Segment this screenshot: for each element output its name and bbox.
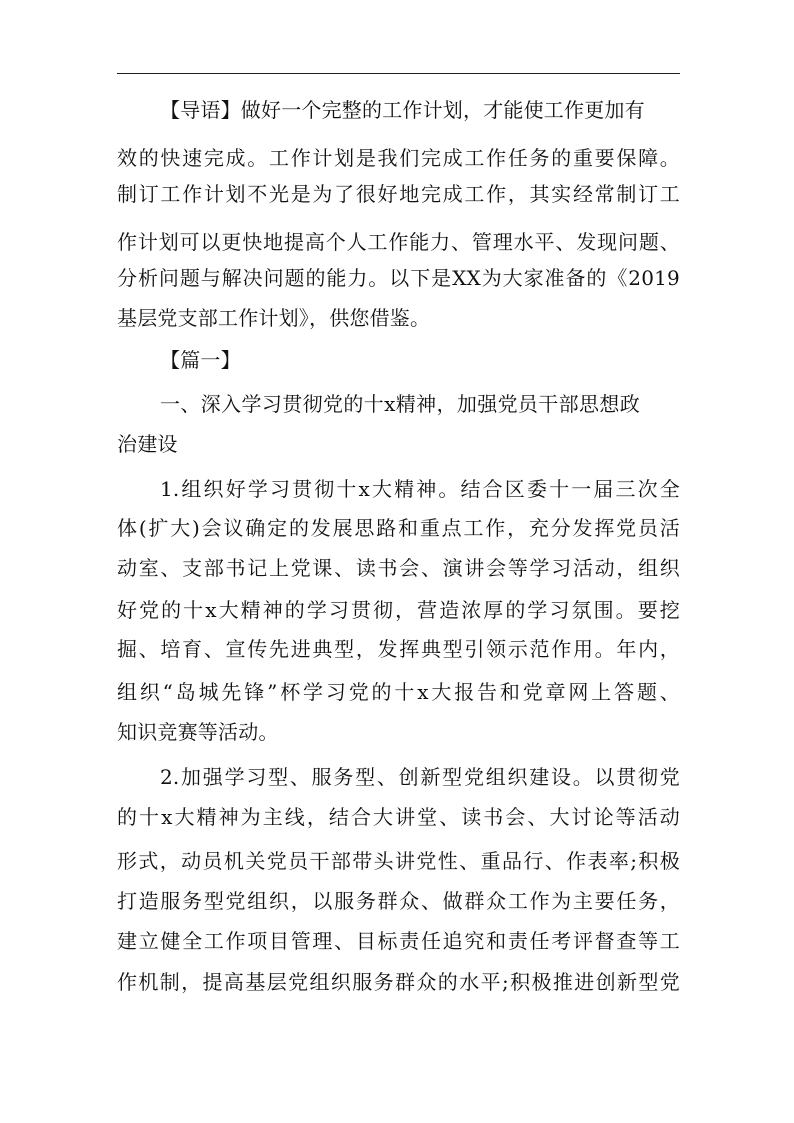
text-line: 体(扩大)会议确定的发展思路和重点工作，充分发挥党员活 <box>117 516 680 540</box>
text-line: 作计划可以更快地提高个人工作能力、管理水平、发现问题、 <box>117 230 680 254</box>
text-line: 1.组织好学习贯彻十x大精神。结合区委十一届三次全 <box>160 477 680 501</box>
text-line: 形式，动员机关党员干部带头讲党性、重品行、作表率;积极 <box>117 849 680 873</box>
text-line: 的十x大精神为主线，结合大讲堂、读书会、大讨论等活动 <box>117 805 680 829</box>
text-line: 基层党支部工作计划》，供您借鉴。 <box>117 306 431 330</box>
text-line: 制订工作计划不光是为了很好地完成工作，其实经常制订工 <box>117 182 680 206</box>
text-line: 建立健全工作项目管理、目标责任追究和责任考评督查等工 <box>117 929 680 953</box>
text-line: 分析问题与解决问题的能力。以下是XX为大家准备的《2019 <box>117 266 680 290</box>
text-line: 知识竞赛等活动。 <box>117 720 279 744</box>
text-line: 动室、支部书记上党课、读书会、演讲会等学习活动，组织 <box>117 556 680 580</box>
text-line: 打造服务型党组织，以服务群众、做群众工作为主要任务， <box>117 889 680 913</box>
text-line: 组织“岛城先锋”杯学习党的十x大报告和党章网上答题、 <box>117 680 680 704</box>
text-line: 2.加强学习型、服务型、创新型党组织建设。以贯彻党 <box>160 765 680 789</box>
text-line: 【导语】做好一个完整的工作计划，才能使工作更加有 <box>160 98 645 122</box>
text-line: 掘、培育、宣传先进典型，发挥典型引领示范作用。年内， <box>117 637 680 661</box>
text-line: 好党的十x大精神的学习贯彻，营造浓厚的学习氛围。要挖 <box>117 598 680 622</box>
text-line: 效的快速完成。工作计划是我们完成工作任务的重要保障。 <box>117 146 680 170</box>
text-line: 一、深入学习贯彻党的十x精神，加强党员干部思想政 <box>160 392 640 416</box>
text-line: 治建设 <box>117 432 178 456</box>
text-line: 作机制，提高基层党组织服务群众的水平;积极推进创新型党 <box>117 970 680 994</box>
header-rule <box>117 73 680 74</box>
section-heading: 【篇一】 <box>160 348 241 372</box>
